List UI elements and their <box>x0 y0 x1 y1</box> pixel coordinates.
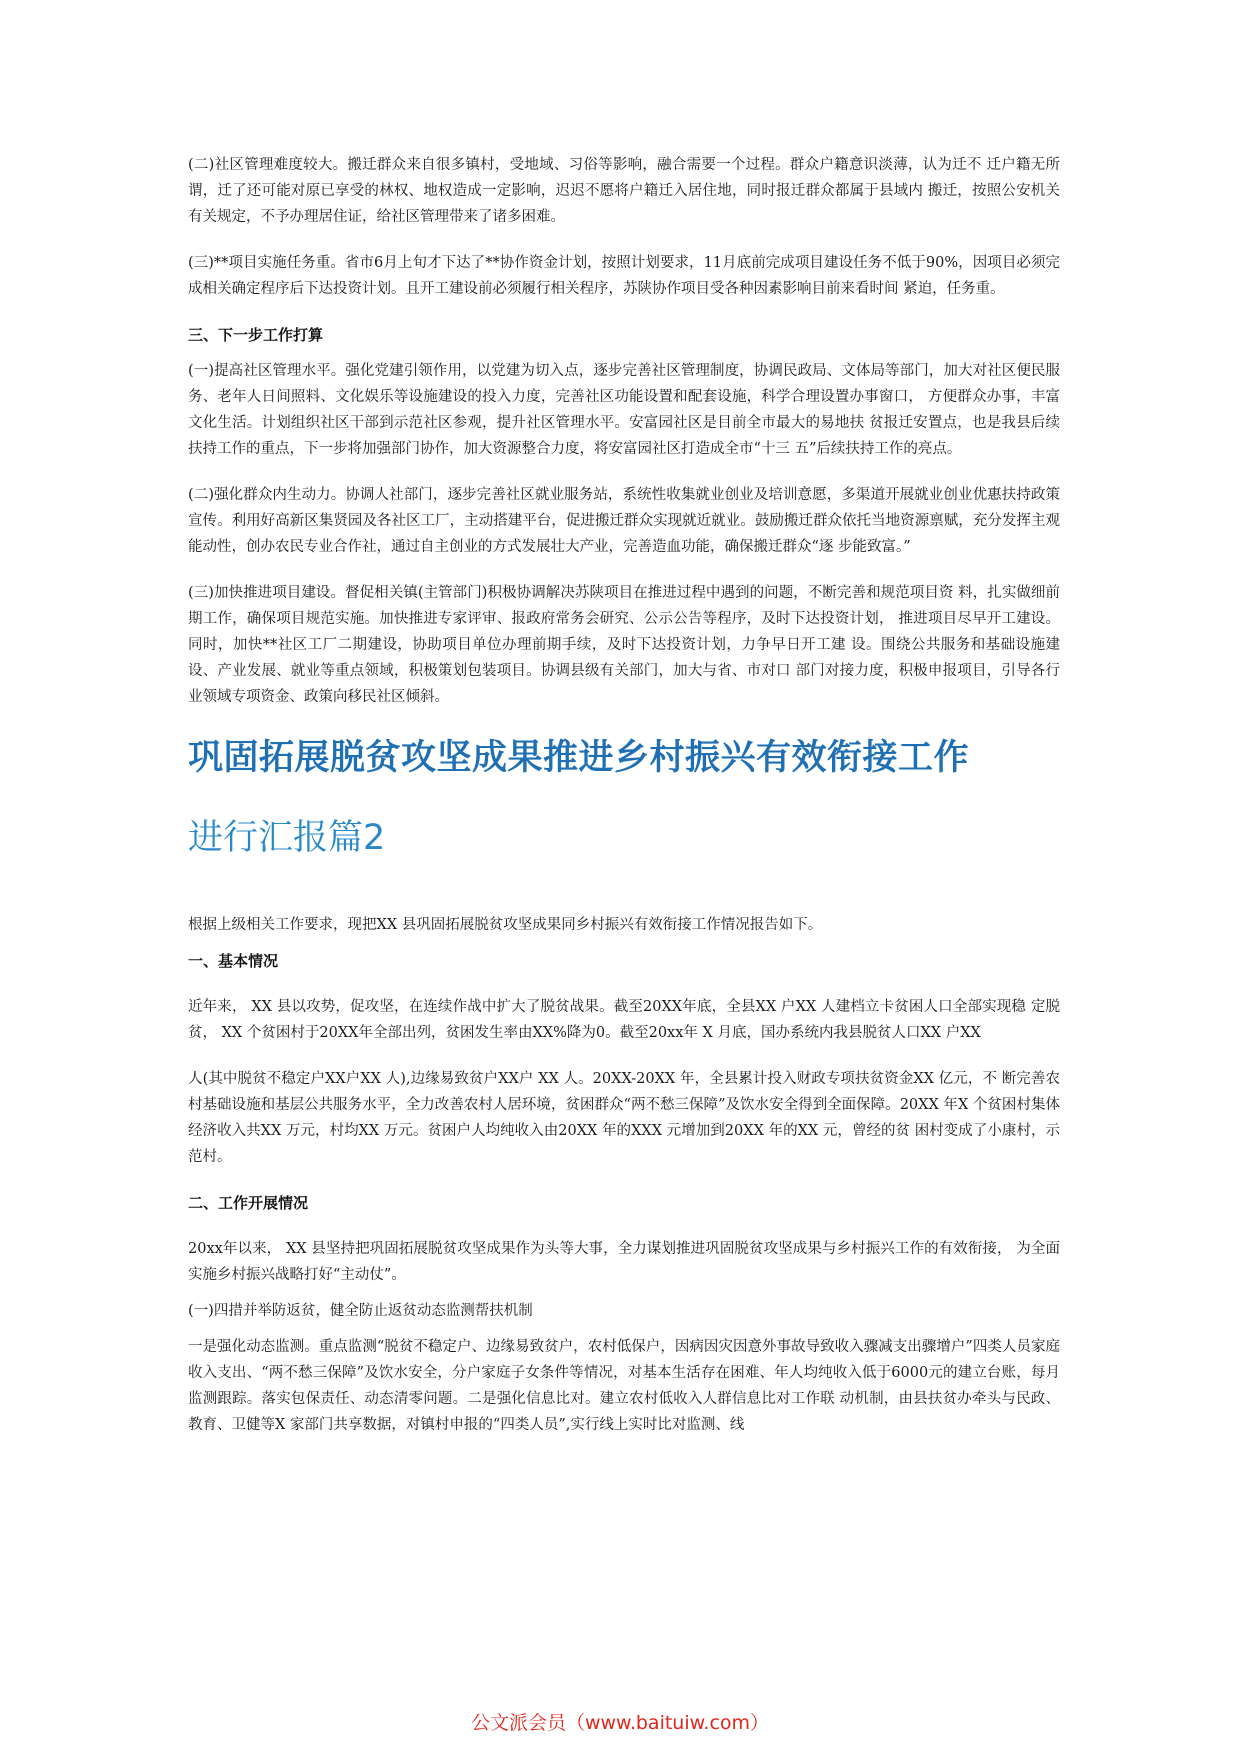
footer-watermark: 公文派会员（www.baituiw.com） <box>470 1712 770 1734</box>
paragraph-project-tasks: (三)**项目实施任务重。省市6月上旬才下达了**协作资金计划，按照计划要求，11月底前完成项目建设任务不低于90%，因项目必须完成相关确定程序后下达投资计划。且开工建设前必须履行相关程序，苏陕协作项目受各种因素影响目前来看时间 紧迫，任务重。 <box>188 255 1060 297</box>
document-body <box>188 152 1060 1438</box>
paragraph-work-2: 一是强化动态监测。重点监测“脱贫不稳定户、边缘易致贫户，农村低保户，因病因灾因意外事故导致收入骤减支出骤增户”四类人员家庭收入支出、“两不愁三保障”及饮水安全，分户家庭子女条件等情况，对基本生活存在困难、年人均纯收入低于6000元的建立台账，每月监测跟踪。落实包保责任、动态清零问题。二是强化信息比对。建立农村低收入人群信息比对工作联 动机制，由县扶贫办牵头与民政、教育、卫健等X 家部门共享数据，对镇村申报的“四类人员”,实行线上实时比对监测、线 <box>188 1339 1060 1433</box>
section-heading-work-progress: 二、工作开展情况 <box>188 1194 309 1212</box>
paragraph-work-subheading: (一)四措并举防返贫，健全防止返贫动态监测帮扶机制 <box>188 1303 533 1319</box>
paragraph-community-management: (二)社区管理难度较大。搬迁群众来自很多镇村，受地域、习俗等影响，融合需要一个过程。群众户籍意识淡薄，认为迁不 迁户籍无所谓，迁了还可能对原已享受的林权、地权造成一定影响，迟迟不愿将户籍迁入居住地，同时报迁群众都属于县域内 搬迁，按照公安机关有关规定，不予办理居住证，给社区管理带来了诸多困难。 <box>188 157 1060 225</box>
article-title-line2: 进行汇报篇2 <box>188 818 386 858</box>
paragraph-basic-1: 近年来， XX 县以攻势，促攻坚，在连续作战中扩大了脱贫战果。截至20XX年底，全县XX 户XX 人建档立卡贫困人口全部实现稳 定脱贫， XX 个贫困村于20XX年全部出列，贫困发生率由XX%降为0。截至20xx年 X 月底，国办系统内我县脱贫人口XX 户XX <box>188 999 1060 1041</box>
paragraph-project-construction: (三)加快推进项目建设。督促相关镇(主管部门)积极协调解决苏陕项目在推进过程中遇到的问题，不断完善和规范项目资 料，扎实做细前期工作，确保项目规范实施。加快推进专家评审、报政府常务会研究、公示公告等程序，及时下达投资计划， 推进项目尽早开工建设。同时，加快**社区工厂二期建设，协助项目单位办理前期手续，及时下达投资计划，力争早日开工建 设。围绕公共服务和基础设施建设、产业发展、就业等重点领域，积极策划包装项目。协调县级有关部门，加大与省、市对口 部门对接力度，积极申报项目，引导各行业领域专项资金、政策向移民社区倾斜。 <box>188 585 1060 705</box>
section-heading-basic-situation: 一、基本情况 <box>188 952 279 970</box>
paragraph-work-1: 20xx年以来， XX 县坚持把巩固拓展脱贫攻坚成果作为头等大事，全力谋划推进巩固脱贫攻坚成果与乡村振兴工作的有效衔接， 为全面实施乡村振兴战略打好“主动仗”。 <box>188 1241 1060 1283</box>
paragraph-internal-motivation: (二)强化群众内生动力。协调人社部门，逐步完善社区就业服务站，系统性收集就业创业及培训意愿，多渠道开展就业创业优惠扶持政策宣传。利用好高新区集贤园及各社区工厂，主动搭建平台，促进搬迁群众实现就近就业。鼓励搬迁群众依托当地资源禀赋，充分发挥主观能动性，创办农民专业合作社，通过自主创业的方式发展壮大产业，完善造血功能，确保搬迁群众“逐 步能致富。” <box>188 487 1060 555</box>
paragraph-intro: 根据上级相关工作要求，现把XX 县巩固拓展脱贫攻坚成果同乡村振兴有效衔接工作情况报告如下。 <box>188 917 823 933</box>
paragraph-improve-management: (一)提高社区管理水平。强化党建引领作用，以党建为切入点，逐步完善社区管理制度，协调民政局、文体局等部门，加大对社区便民服务、老年人日间照料、文化娱乐等设施建设的投入力度，完善社区功能设置和配套设施，科学合理设置办事窗口， 方便群众办事，丰富文化生活。计划组织社区干部到示范社区参观，提升社区管理水平。安富园社区是目前全市最大的易地扶 贫报迁安置点，也是我县后续扶持工作的重点，下一步将加强部门协作，加大资源整合力度，将安富园社区打造成全市“十三 五”后续扶持工作的亮点。 <box>188 363 1060 457</box>
section-heading-next-steps: 三、下一步工作打算 <box>188 326 324 344</box>
paragraph-basic-2: 人(其中脱贫不稳定户XX户XX 人),边缘易致贫户XX户 XX 人。20XX-20XX 年，全县累计投入财政专项扶贫资金XX 亿元，不 断完善农村基础设施和基层公共服务水平，全力改善农村人居环境，贫困群众“两不愁三保障”及饮水安全得到全面保障。20XX 年X 个贫困村集体经济收入共XX 万元，村均XX 万元。贫困户人均纯收入由20XX 年的XXX 元增加到20XX 年的XX 元，曾经的贫 困村变成了小康村，示范村。 <box>188 1071 1060 1165</box>
article-title-line1: 巩固拓展脱贫攻坚成果推进乡村振兴有效衔接工作 <box>188 738 970 778</box>
